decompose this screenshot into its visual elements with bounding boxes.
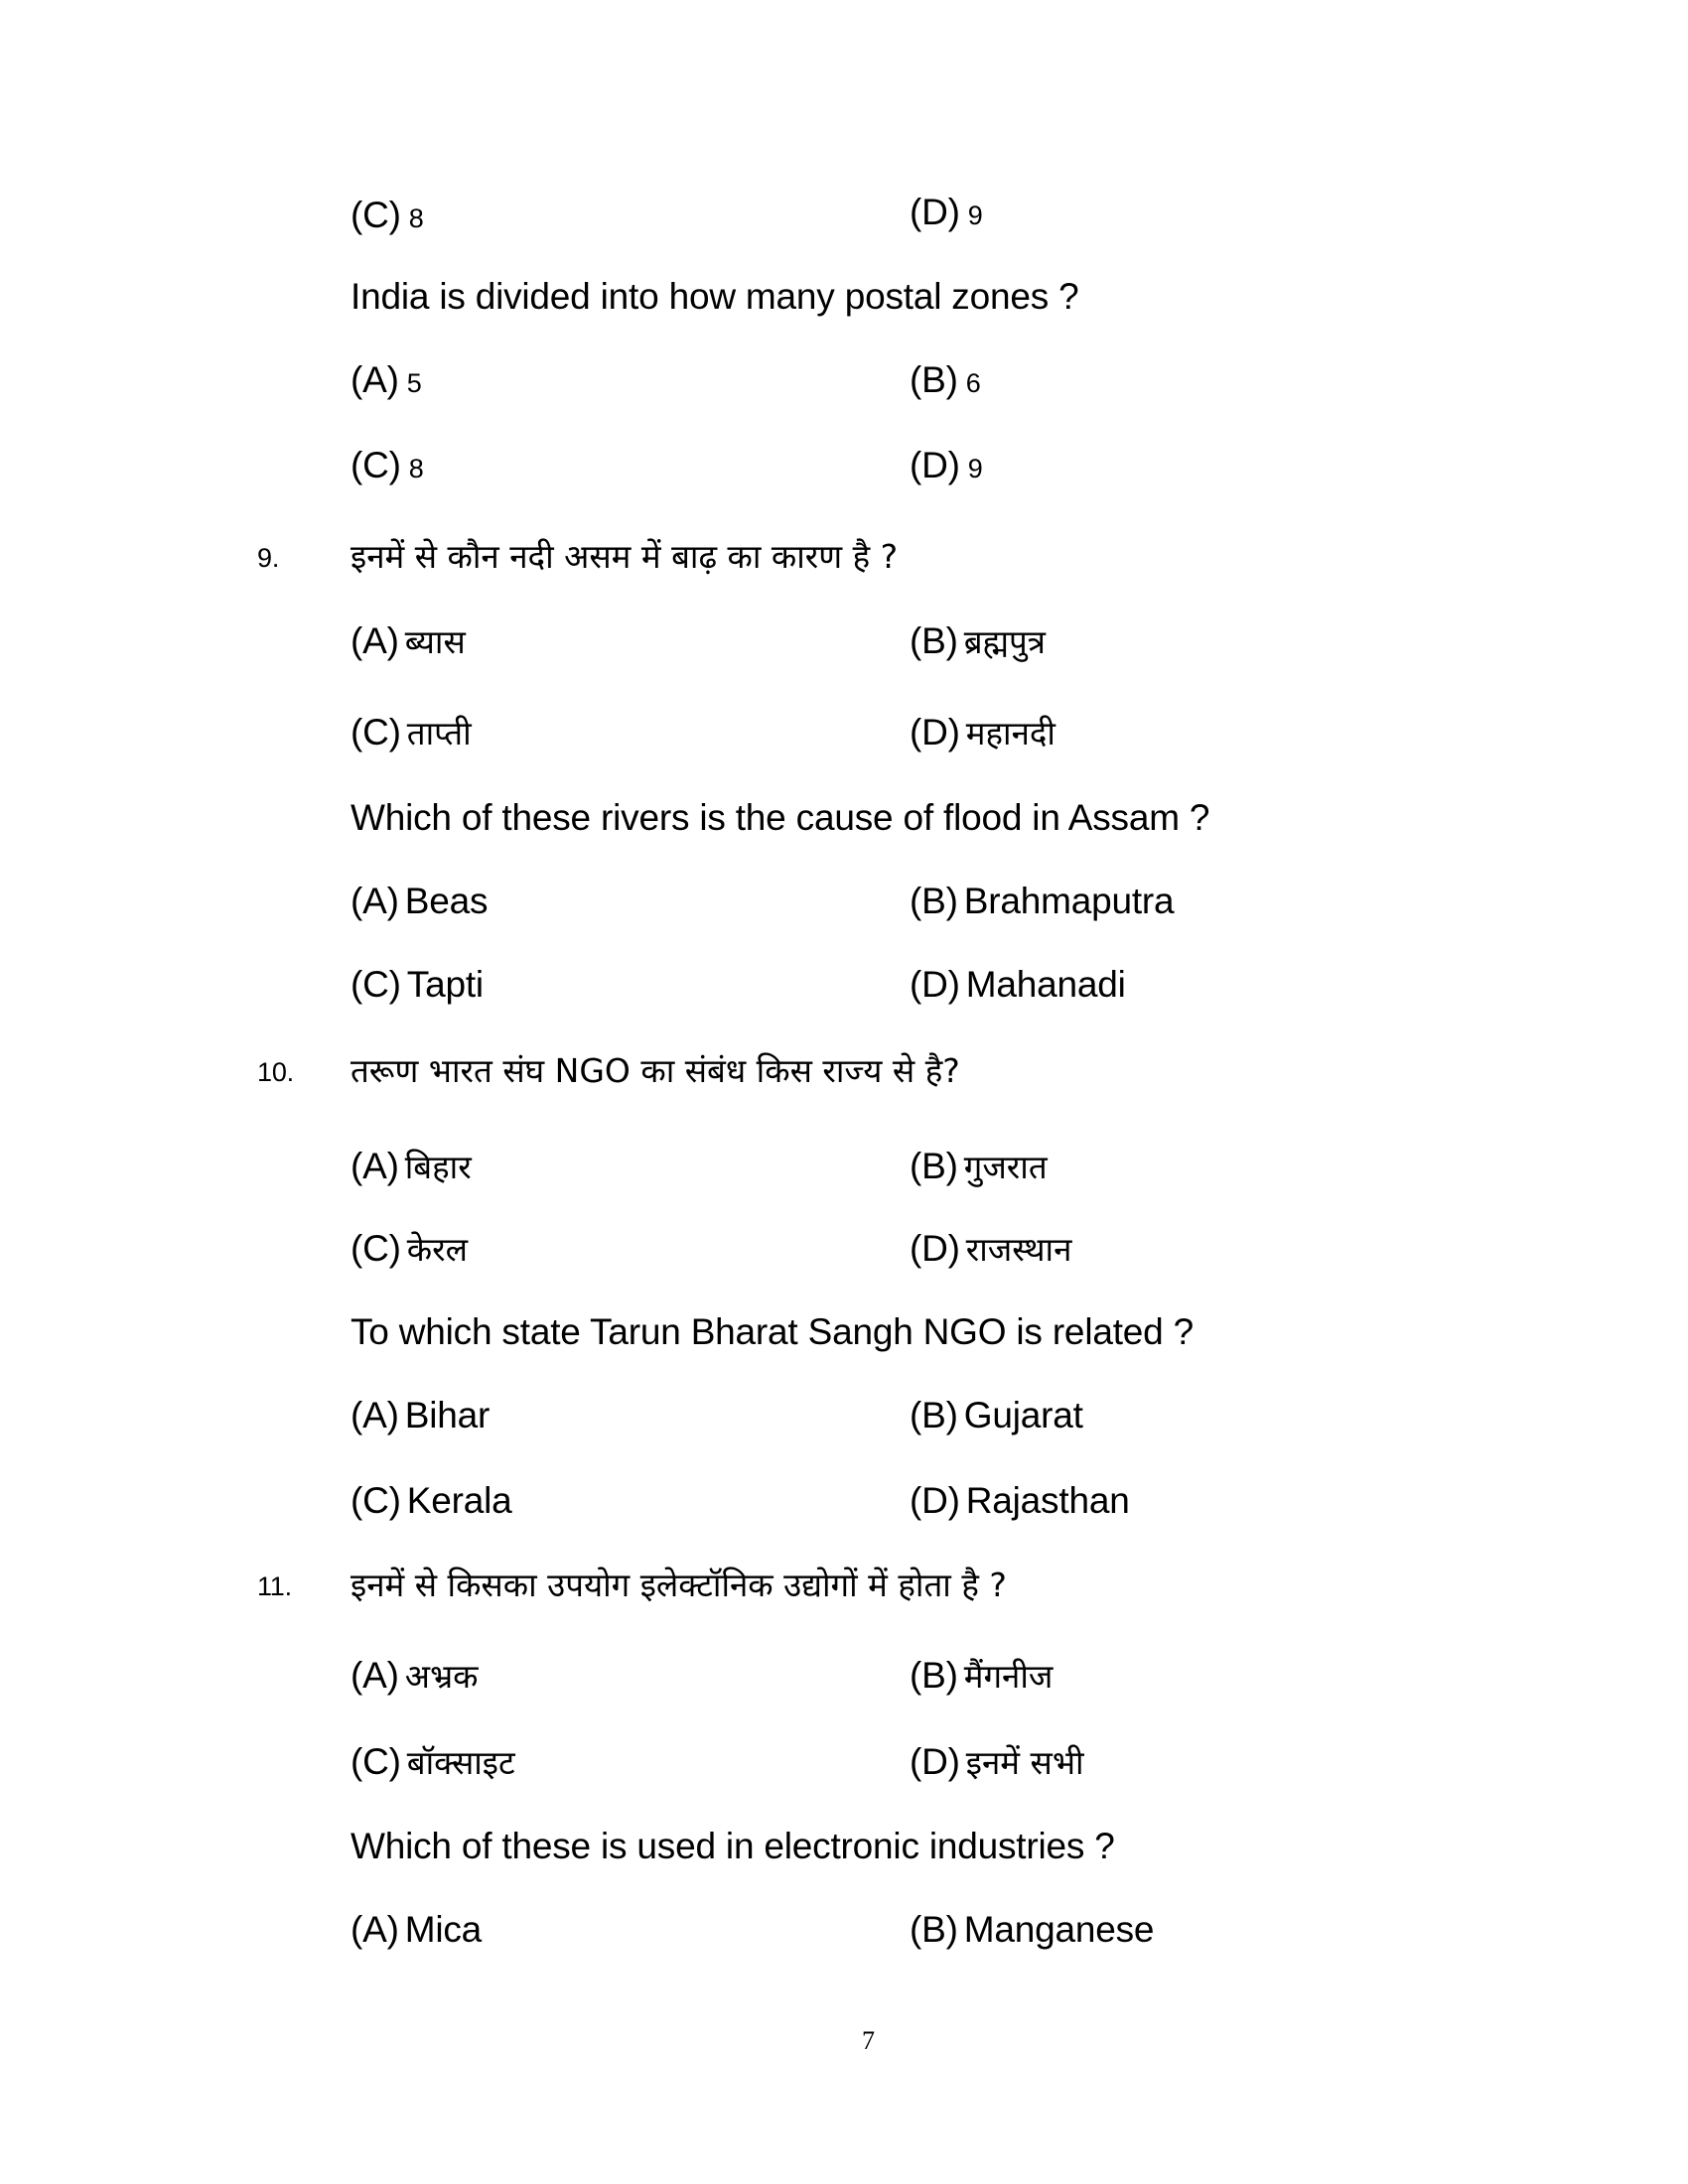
option-label: (A) <box>351 1909 399 1950</box>
option-value: Tapti <box>406 964 484 1005</box>
q8-hindi-option-c <box>351 197 424 237</box>
option-label: (D) <box>910 1480 960 1521</box>
option-label: (D) <box>910 445 960 485</box>
option-value: Mica <box>404 1909 483 1950</box>
q11-hindi-option-b <box>910 1657 1053 1695</box>
q10-option-c <box>351 1482 512 1519</box>
option-label: (A) <box>351 359 399 400</box>
option-value: Manganese <box>963 1909 1155 1950</box>
option-label: (D) <box>910 712 960 752</box>
q11-hindi-text: इनमें से किसका उपयोग इलेक्टॉनिक उद्योगों में होता है ? <box>351 1566 1007 1604</box>
option-value: मैंगनीज <box>963 1657 1054 1696</box>
option-value: गुजरात <box>963 1148 1048 1186</box>
q11-hindi-option-a <box>351 1657 479 1695</box>
q9-hindi-option-c <box>351 714 472 751</box>
option-label: (C) <box>351 712 401 752</box>
q10-hindi-text: तरूण भारत संघ NGO का संबंध किस राज्य से है? <box>351 1051 960 1090</box>
option-label: (A) <box>351 1146 399 1186</box>
option-value: बॉक्साइट <box>406 1743 515 1782</box>
q8-option-b <box>910 361 981 402</box>
question-number-11: 11. <box>257 1571 292 1601</box>
q8-hindi-option-d <box>910 194 983 234</box>
q9-option-a <box>351 883 488 919</box>
q10-option-a <box>351 1397 490 1433</box>
q10-hindi-option-c <box>351 1230 468 1268</box>
option-label: (D) <box>910 192 960 232</box>
option-value: Kerala <box>406 1480 512 1521</box>
q9-hindi-option-b <box>910 622 1046 660</box>
option-label: (A) <box>351 1655 399 1696</box>
q11-english-text: Which of these is used in electronic industries ? <box>351 1826 1115 1866</box>
q9-option-b <box>910 883 1174 919</box>
q9-option-d <box>910 966 1126 1003</box>
option-value: केरल <box>406 1230 468 1269</box>
option-label: (D) <box>910 1228 960 1269</box>
option-label: (C) <box>351 1480 401 1521</box>
option-label: (B) <box>910 1395 958 1435</box>
q11-option-a <box>351 1911 482 1948</box>
option-value: Rajasthan <box>965 1480 1130 1521</box>
option-label: (B) <box>910 881 958 921</box>
q10-hindi-option-a <box>351 1148 472 1185</box>
option-value: Bihar <box>404 1395 491 1435</box>
option-value: Beas <box>404 881 489 921</box>
option-value: Mahanadi <box>965 964 1126 1005</box>
option-label: (B) <box>910 1655 958 1696</box>
option-label: (B) <box>910 1909 958 1950</box>
option-value: 6 <box>965 368 981 398</box>
q8-english-text: India is divided into how many postal zones ? <box>351 276 1079 317</box>
option-label: (C) <box>351 445 401 485</box>
q9-hindi-text: इनमें से कौन नदी असम में बाढ़ का कारण है ? <box>351 537 899 576</box>
option-value: ब्यास <box>404 622 466 661</box>
option-value: अभ्रक <box>404 1657 479 1696</box>
q11-hindi-option-d <box>910 1743 1084 1781</box>
q8-option-a <box>351 361 422 402</box>
option-value: बिहार <box>404 1148 472 1186</box>
option-label: (C) <box>351 1741 401 1782</box>
option-value: महानदी <box>965 714 1055 752</box>
q8-option-d <box>910 447 983 487</box>
option-label: (A) <box>351 1395 399 1435</box>
q10-hindi-option-d <box>910 1230 1071 1268</box>
q8-option-c <box>351 447 424 487</box>
option-label: (C) <box>351 1228 401 1269</box>
q10-hindi-option-b <box>910 1148 1048 1185</box>
question-number-10: 10. <box>257 1057 294 1087</box>
q10-option-b <box>910 1397 1083 1433</box>
option-value: Gujarat <box>963 1395 1083 1435</box>
q11-hindi-option-c <box>351 1743 515 1781</box>
option-value: 5 <box>406 368 422 398</box>
option-label: (B) <box>910 359 958 400</box>
option-label: (B) <box>910 1146 958 1186</box>
option-value: ताप्ती <box>406 714 472 752</box>
option-label: (C) <box>351 195 401 235</box>
option-value: 9 <box>967 454 983 483</box>
question-number-9: 9. <box>257 543 280 573</box>
option-value: 8 <box>408 204 424 233</box>
q9-option-c <box>351 966 484 1003</box>
option-label: (B) <box>910 620 958 661</box>
q9-hindi-option-a <box>351 622 466 660</box>
q9-hindi-option-d <box>910 714 1055 751</box>
option-label: (A) <box>351 881 399 921</box>
q9-english-text: Which of these rivers is the cause of flood in Assam ? <box>351 797 1210 838</box>
q10-english-text: To which state Tarun Bharat Sangh NGO is related ? <box>351 1311 1195 1352</box>
option-value: ब्रह्मपुत्र <box>963 622 1046 661</box>
q10-option-d <box>910 1482 1130 1519</box>
option-label: (D) <box>910 964 960 1005</box>
option-value: 8 <box>408 454 424 483</box>
option-value: 9 <box>967 201 983 230</box>
option-value: राजस्थान <box>965 1230 1072 1269</box>
option-value: इनमें सभी <box>965 1743 1084 1782</box>
option-label: (C) <box>351 964 401 1005</box>
option-label: (A) <box>351 620 399 661</box>
option-label: (D) <box>910 1741 960 1782</box>
option-value: Brahmaputra <box>963 881 1175 921</box>
page-number: 7 <box>862 2026 875 2055</box>
q11-option-b <box>910 1911 1154 1948</box>
